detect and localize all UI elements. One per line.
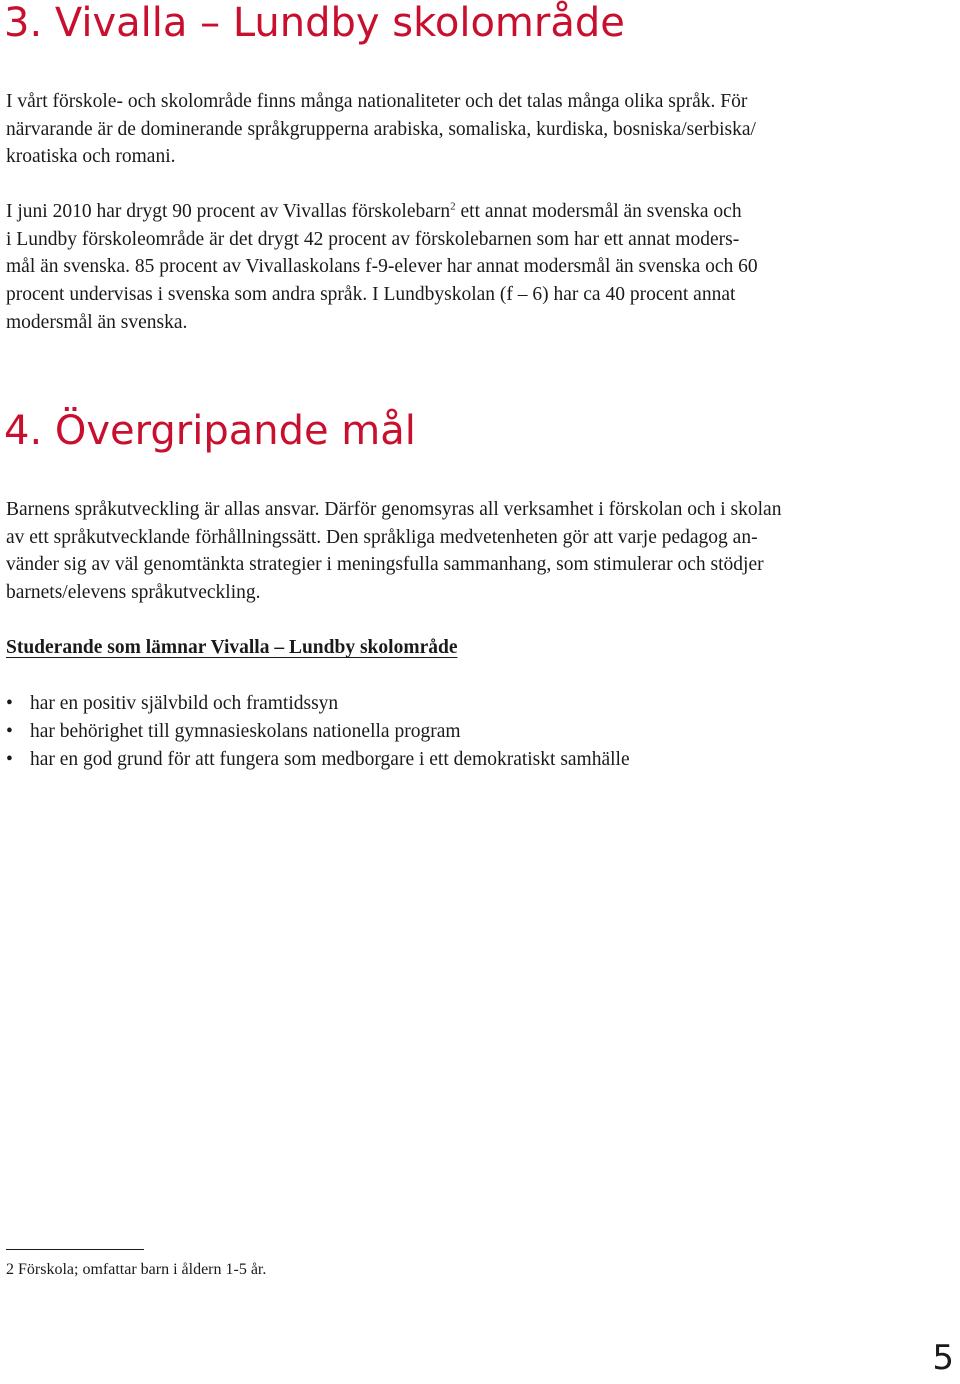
text-line: vänder sig av väl genomtänkta strategier i meningsfulla sammanhang, som stimulerar och stödjer [6,554,764,576]
bullet-icon: • [6,693,13,714]
text-line: barnets/elevens språkutveckling. [6,582,261,604]
text-line: i Lundby förskoleområde är det drygt 42 procent av förskolebarnen som har ett annat moders- [6,228,740,250]
text-line [6,198,906,226]
bullet-icon: • [6,721,13,742]
section-4-paragraph [6,496,906,607]
page-number: 5 [932,1338,954,1378]
text-line: kroatiska och romani. [6,146,176,168]
bullet-icon: • [6,749,13,770]
text-line: av ett språkutvecklande förhållningssätt. Den språkliga medvetenheten gör att varje pedagog an- [6,526,758,548]
section-4-heading: 4. Övergripande mål [4,408,416,454]
section-3-intro-paragraph [6,88,906,171]
list-item [6,690,630,718]
text-line: Barnens språkutveckling är allas ansvar. Därför genomsyras all verksamhet i förskolan och i skolan [6,499,782,520]
text-line: modersmål än svenska. [6,311,188,333]
list-item [6,718,630,746]
section-3-heading: 3. Vivalla – Lundby skolområde [4,0,625,46]
goals-bullet-list [6,690,630,774]
text-fragment: I juni 2010 har drygt 90 procent av Vivallas förskolebarn [6,201,451,222]
footnote: 2 Förskola; omfattar barn i åldern 1-5 år. [6,1261,267,1278]
goals-subheading: Studerande som lämnar Vivalla – Lundby skolområde [6,637,458,658]
text-line: mål än svenska. 85 procent av Vivallaskolans f-9-elever har annat modersmål än svenska och 60 [6,256,758,278]
list-item-text: har en god grund för att fungera som medborgare i ett demokratiskt samhälle [30,749,630,770]
footnote-divider [6,1249,144,1250]
list-item [6,746,630,774]
text-fragment: ett annat modersmål än svenska och [455,201,742,222]
list-item-text: har behörighet till gymnasieskolans nationella program [30,721,461,742]
list-item-text: har en positiv självbild och framtidssyn [30,693,339,714]
text-line: närvarande är de dominerande språkgrupperna arabiska, somaliska, kurdiska, bosniska/serbiska/ [6,118,756,140]
section-3-statistics-paragraph [6,198,906,337]
text-line: procent undervisas i svenska som andra språk. I Lundbyskolan (f – 6) har ca 40 procent annat [6,284,736,306]
text-line: I vårt förskole- och skolområde finns många nationaliteter och det talas många olika språk. För [6,91,748,112]
footnote-reference: 2 [450,200,456,213]
